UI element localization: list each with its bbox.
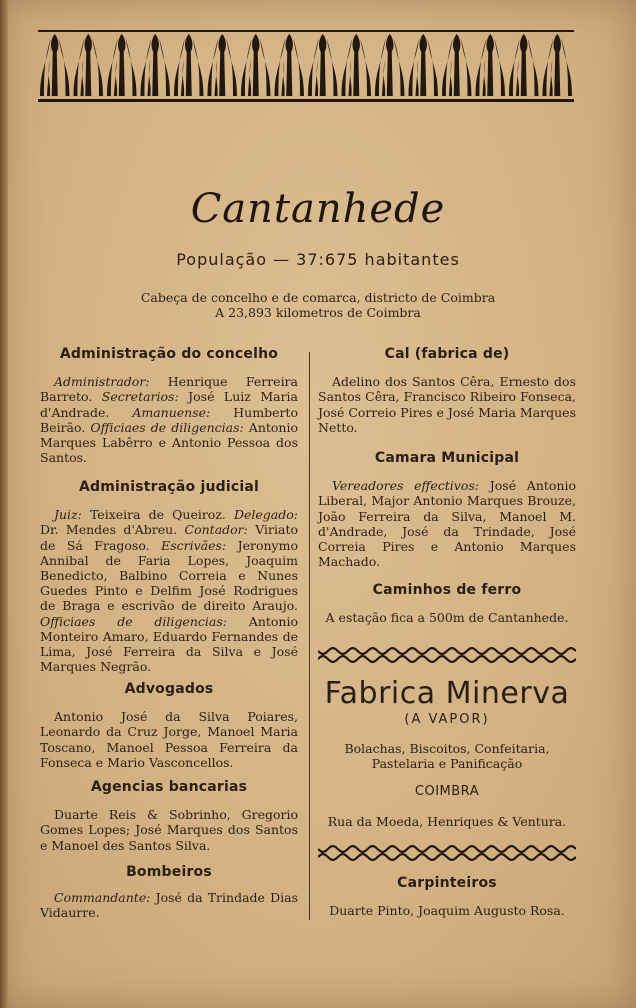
leaf-tile [114,60,117,96]
section-camara-municipal [318,451,576,569]
leaf-tile [215,60,218,96]
leaf-tile [483,60,486,96]
section-text: Vereadores effectivos: José Antonio Liberal, Major Antonio Marques Brouze, João Ferreira da Silva, Manoel M. d'Andrade, José da Trindade, José Correia Pires e Antonio Marques Machado. [318,478,577,570]
leaf-tile [516,60,519,96]
tulip-tile [409,34,439,96]
section-text: Commandante: José da Trindade Dias Vidaurre. [40,890,298,921]
subtitle [0,290,636,320]
advert-address: Rua da Moeda, Henriques & Ventura. [327,814,567,829]
tulip-tile [74,34,104,96]
page-title: Cantanhede [190,186,446,232]
section-text: A estação fica a 500m de Cantanhede. [325,610,569,626]
leaf-tile [148,60,151,96]
section-heading: Caminhos de ferro [372,582,522,598]
leaf-tile [349,60,352,96]
subtitle-line-2: A 23,893 kilometros de Coimbra [215,305,421,320]
binding-edge [0,0,8,1008]
wave-divider-top [318,644,576,666]
tulip-tile [275,34,305,96]
advert-products [318,741,576,771]
leaf-tile [315,60,318,96]
tulip-tile [375,34,405,96]
section-heading: Camara Municipal [374,450,520,466]
section-heading: Administração judicial [79,479,259,495]
section-heading: Cal (fabrica de) [384,346,510,362]
wave-divider-bottom [318,842,576,864]
tulip-tile [442,34,472,96]
population-line: População — 37:675 habitantes [176,250,460,269]
leaf-tile [81,60,84,96]
tulip-tile [241,34,271,96]
leaf-tile [382,60,385,96]
section-caminhos-de-ferro [318,583,576,625]
leaf-tile [282,60,285,96]
section-carpinteiros [318,876,576,918]
section-heading: Agencias bancarias [90,779,248,795]
section-heading: Advogados [124,681,214,697]
advert-products-line-2: Pastelaria e Panificação [371,756,523,771]
section-heading: Carpinteiros [397,875,497,891]
section-text: Adelino dos Santos Cêra, Ernesto dos Santos Cêra, Francisco Ribeiro Fonseca, José Correio Pires e José Maria Marques Netto. [318,374,576,435]
section-administracao-concelho [40,347,298,465]
tulip-tile [174,34,204,96]
header-ornament [38,30,574,102]
advert-subtitle: (A VAPOR) [404,712,490,727]
section-administracao-judicial [40,480,298,674]
advert-products-line-1: Bolachas, Biscoitos, Confeitaria, [344,741,550,756]
tulip-tile [107,34,137,96]
leaf-tile [47,60,50,96]
tulip-tile [141,34,171,96]
section-agencias-bancarias [40,780,298,853]
tulip-tile [208,34,238,96]
section-heading: Administração do concelho [59,346,279,362]
tulip-tile [40,34,70,96]
tulip-tile [543,34,573,96]
section-text: Antonio José da Silva Poiares, Leonardo da Cruz Jorge, Manoel Maria Toscano, Manoel Pessoa Ferreira da Fonseca e Mario Vasconcellos. [40,709,298,770]
section-text: Juiz: Teixeira de Queiroz. Delegado: Dr. Mendes d'Abreu. Contador: Viriato de Sá Fragoso. Escrivães: Jeronymo Annibal de Faria Lopes, Joaquim Benedicto, Balbino Correia e Nunes Guedes Pinto e Delfim José Rodrigues de Braga e escrivão de direito Araujo. Officiaes de diligencias: Antonio Monteiro Amaro, Eduardo Fernandes de Lima, José Ferreira da Silva e José Marques Negrão. [40,507,298,675]
section-bombeiros [40,865,298,921]
section-advogados [40,682,298,770]
column-divider [309,352,310,920]
tulip-tile [509,34,539,96]
section-heading: Bombeiros [126,864,212,880]
leaf-tile [550,60,553,96]
tulip-tile [342,34,372,96]
leaf-tile [181,60,184,96]
section-text: Duarte Reis & Sobrinho, Gregorio Gomes Lopes; José Marques dos Santos e Manoel des Santos Silva. [40,807,298,853]
tulip-tile [476,34,506,96]
leaf-tile [248,60,251,96]
advert-company-name: Fabrica Minerva [324,676,570,711]
section-cal [318,347,576,435]
advert-city: COIMBRA [414,784,480,799]
tulip-tile [308,34,338,96]
leaf-tile [416,60,419,96]
section-text: Duarte Pinto, Joaquim Augusto Rosa. [329,903,565,919]
subtitle-line-1: Cabeça de concelho e de comarca, districto de Coimbra [140,290,496,305]
section-text: Administrador: Henrique Ferreira Barreto. Secretarios: José Luiz Maria d'Andrade. Amanuense: Humberto Beirão. Officiaes de diligencias: Antonio Marques Labêrro e Antonio Pessoa dos Santos. [40,374,298,466]
leaf-tile [449,60,452,96]
